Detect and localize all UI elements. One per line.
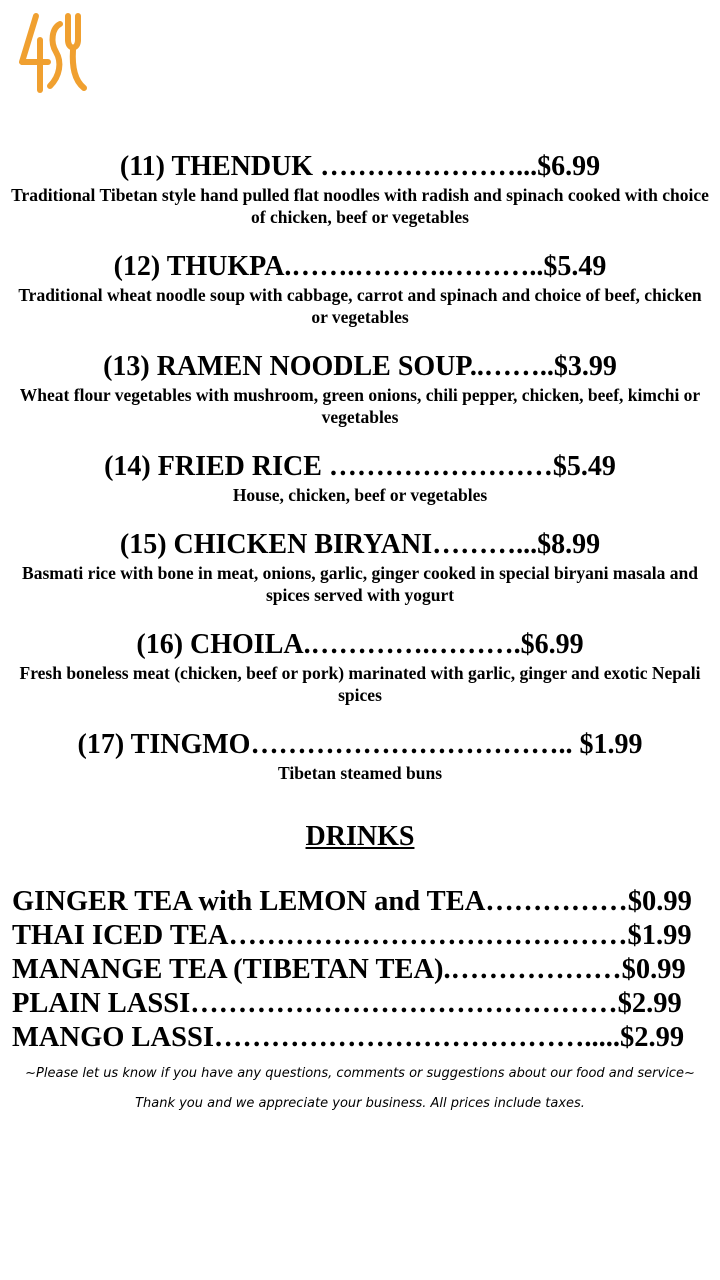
fork-knife-logo-icon xyxy=(14,10,90,94)
drink-item: GINGER TEA with LEMON and TEA……………$0.99 xyxy=(12,886,692,917)
menu-item-description: Wheat flour vegetables with mushroom, green onions, chili pepper, chicken, beef, kimchi or vegetables xyxy=(19,385,701,427)
menu-item-description: Tibetan steamed buns xyxy=(277,763,443,783)
menu-item-title: (12) THUKPA.…….……….………..$5.49 xyxy=(113,251,607,282)
menu-item-description: House, chicken, beef or vegetables xyxy=(232,485,488,505)
menu-item-description: Basmati rice with bone in meat, onions, garlic, ginger cooked in special biryani masala and spices served with yogurt xyxy=(22,563,698,605)
drinks-list xyxy=(12,885,712,1055)
feedback-note: ~Please let us know if you have any questions, comments or suggestions about our food and service~ xyxy=(25,1066,695,1081)
drink-item: PLAIN LASSI………………………………………$2.99 xyxy=(12,988,682,1019)
menu-item-thenduk xyxy=(0,150,720,228)
thank-you-note: Thank you and we appreciate your business. All prices include taxes. xyxy=(135,1096,585,1111)
menu-item-ramen-noodle-soup xyxy=(0,350,720,428)
menu-item-tingmo xyxy=(0,728,720,784)
footer-notes xyxy=(0,1066,720,1126)
menu-item-title: (15) CHICKEN BIRYANI………...$8.99 xyxy=(119,529,601,560)
menu-item-description: Traditional Tibetan style hand pulled flat noodles with radish and spinach cooked with choice of chicken, beef or vegetables xyxy=(11,185,709,227)
menu-item-title: (13) RAMEN NOODLE SOUP..……..$3.99 xyxy=(103,351,617,382)
drink-item: THAI ICED TEA……………………………………$1.99 xyxy=(12,920,692,951)
menu-item-fried-rice xyxy=(0,450,720,506)
menu-item-description: Fresh boneless meat (chicken, beef or pork) marinated with garlic, ginger and exotic Nepali spices xyxy=(19,663,701,705)
menu-item-thukpa xyxy=(0,250,720,328)
drink-item: MANGO LASSI………………………………….....$2.99 xyxy=(12,1022,685,1053)
menu-item-description: Traditional wheat noodle soup with cabbage, carrot and spinach and choice of beef, chicken or vegetables xyxy=(18,285,702,327)
menu-item-chicken-biryani xyxy=(0,528,720,606)
menu-item-title: (14) FRIED RICE ……………………$5.49 xyxy=(104,451,616,482)
drinks-heading: DRINKS xyxy=(305,821,415,852)
menu-item-title: (17) TINGMO…………………………….. $1.99 xyxy=(77,729,643,760)
drink-item: MANANGE TEA (TIBETAN TEA).………………$0.99 xyxy=(12,954,686,985)
menu-item-title: (16) CHOILA.………….……….$6.99 xyxy=(136,629,584,660)
menu-item-choila xyxy=(0,628,720,706)
food-menu xyxy=(0,150,720,806)
menu-item-title: (11) THENDUK …………………...$6.99 xyxy=(119,151,601,182)
